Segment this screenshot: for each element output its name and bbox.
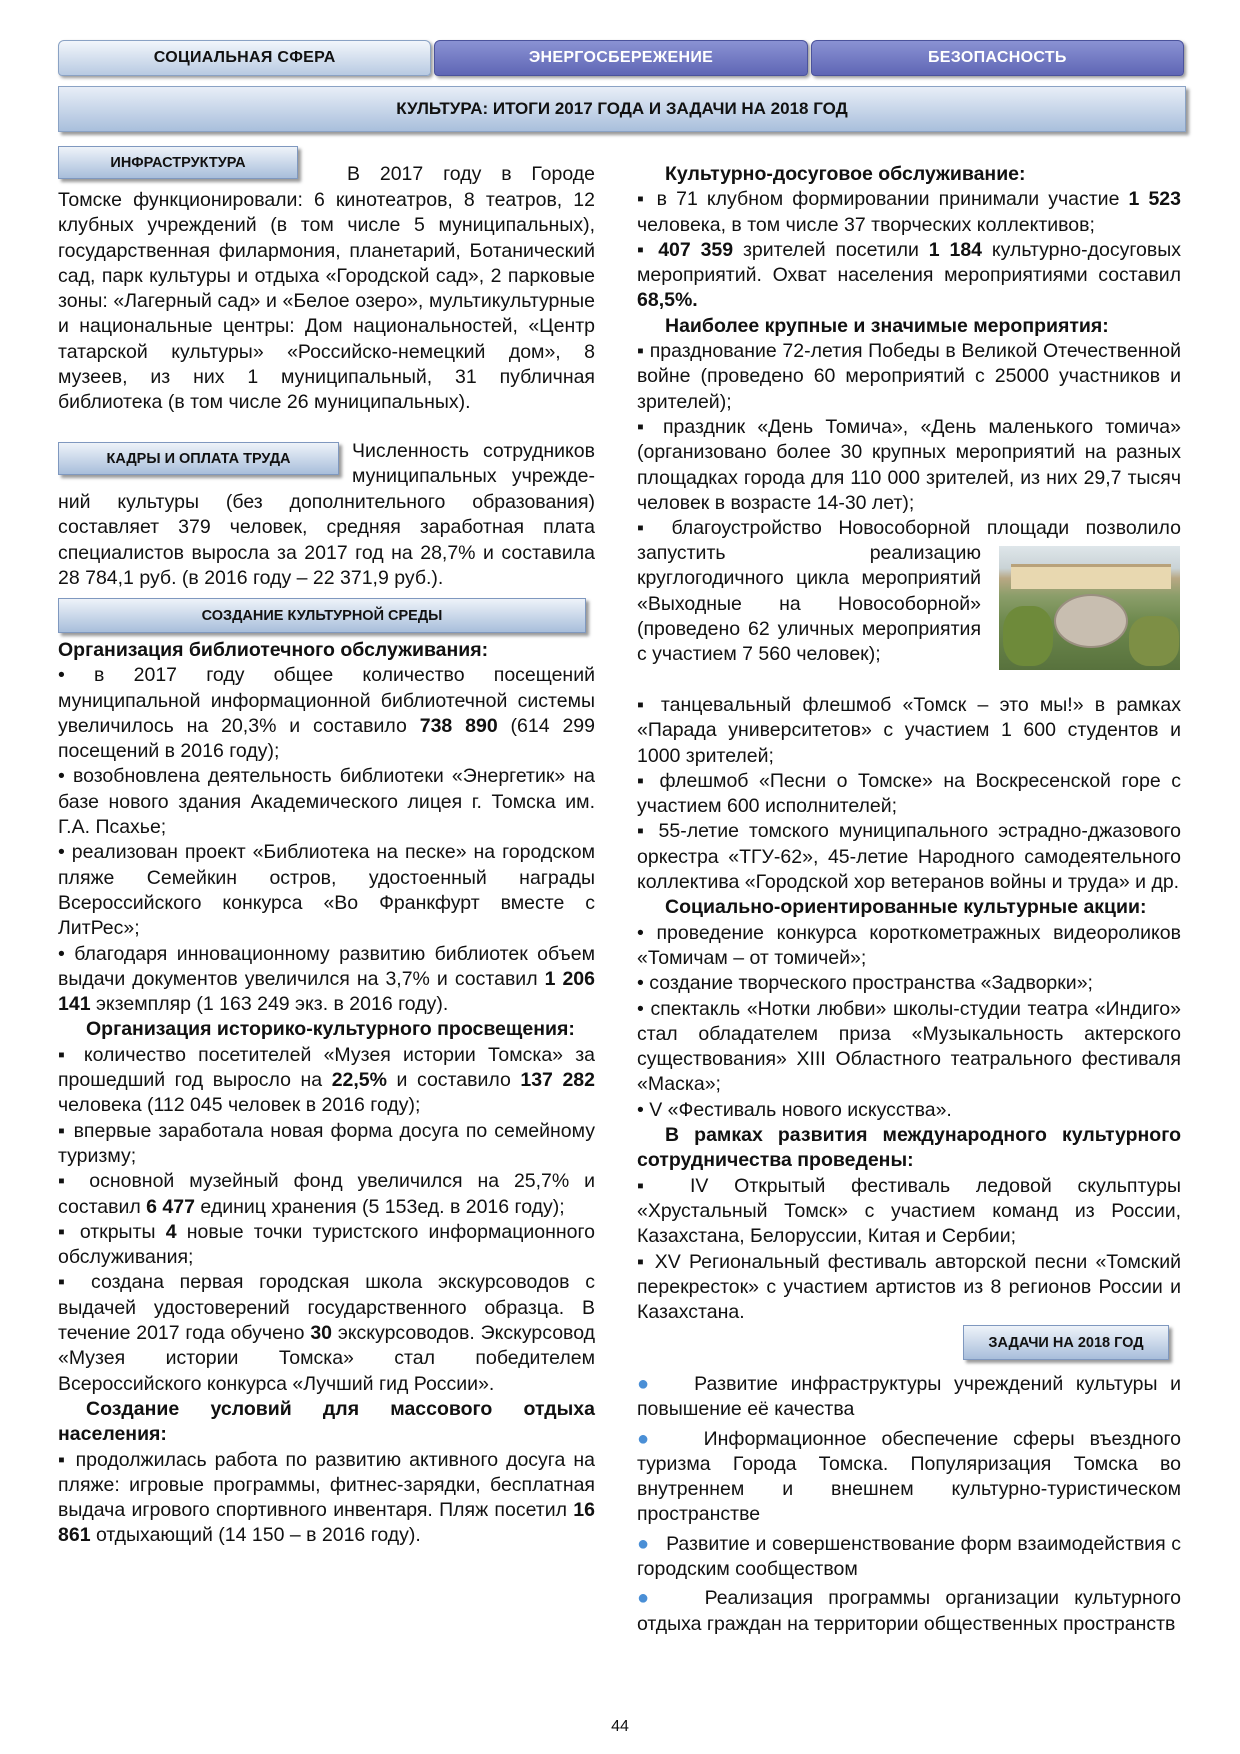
- list-item: ▪ благоустройство Новособорной площади позволило: [637, 517, 1181, 540]
- infra-first-line: В 2017 году в Городе: [347, 163, 595, 185]
- right-column-body: [637, 693, 1181, 1325]
- left-column-body: [58, 638, 595, 1549]
- list-item: • в 2017 году общее количество посещений муниципальной информационной библиотечной системы увеличилось на 20,3% и составило 738 890 (614 299 посещений в 2016 году);: [58, 664, 595, 763]
- list-item: • реализован проект «Библиотека на песке» на городском пляже Семейкин остров, удостоенный награды Всероссийского конкурса «Во Франкфурт вместе с ЛитРес»;: [58, 841, 595, 940]
- social-actions-heading: Социально-ориентированные культурные акции:: [665, 896, 1147, 919]
- task-item: ● Развитие и совершенствование форм взаимодействия с городским сообществом: [637, 1532, 1181, 1581]
- list-item: • создание творческого пространства «Задворки»;: [637, 972, 1093, 995]
- library-heading: Организация библиотечного обслуживания:: [58, 639, 489, 661]
- list-item: ▪ открыты 4 новые точки туристского информационного обслуживания;: [58, 1220, 596, 1269]
- international-heading: В рамках развития международного культурного сотрудничества проведены:: [637, 1124, 1181, 1172]
- list-item: ▪ 55-летие томского муниципального эстрадно-джазового оркестра «ТГУ-62», 45-летие Народного самодеятельного коллектива «Городской хор ветеранов войны и труда» и др.: [637, 820, 1181, 894]
- list-item: ▪ 407 359 зрителей посетили 1 184 культурно-досуговых мероприятий. Охват населения мероприятиями составил 68,5%.: [637, 238, 1181, 312]
- bullet-icon: ●: [637, 1587, 659, 1610]
- page-number: 44: [611, 1718, 629, 1735]
- task-item: ● Реализация программы организации культурного отдыха граждан на территории общественных пространств: [637, 1587, 1181, 1635]
- header-staff-pay: КАДРЫ И ОПЛАТА ТРУДА: [58, 442, 339, 475]
- bullet-icon: ●: [637, 1427, 659, 1450]
- task-item: ● Развитие инфраструктуры учреждений культуры и повышение её качества: [637, 1373, 1181, 1421]
- list-item: ▪ продолжилась работа по развитию активного досуга на пляже: игровые программы, фитнес-зарядки, бесплатная выдача игрового спортивного инвентаря. Пляж посетил 16 861 отдыхающий (14 150 – в 2016 году).: [58, 1448, 595, 1547]
- page-title: КУЛЬТУРА: ИТОГИ 2017 ГОДА И ЗАДАЧИ НА 2018 ГОД: [58, 86, 1186, 132]
- bullet-icon: ●: [637, 1532, 650, 1555]
- list-item: ▪ XV Региональный фестиваль авторской песни «Томский перекресток» с участием артистов из 8 регионов России и Казахстана.: [637, 1250, 1181, 1324]
- list-item: • благодаря инновационному развитию библиотек объем выдачи документов увеличился на 3,7% и составил 1 206 141 экземпляр (1 163 249 экз. в 2016 году).: [58, 942, 595, 1016]
- list-item: ▪ впервые заработала новая форма досуга по семейному туризму;: [58, 1119, 595, 1167]
- section-tabs: [58, 40, 1184, 76]
- header-infrastructure: ИНФРАСТРУКТУРА: [58, 146, 298, 179]
- leisure-heading: Культурно-досуговое обслуживание:: [665, 163, 1026, 185]
- novosobornaya-square-photo: [999, 546, 1180, 670]
- list-item: ▪ празднование 72-летия Победы в Великой Отечественной войне (проведено 60 мероприятий с 25000 участников и зрителей);: [637, 340, 1181, 413]
- bullet-icon: ●: [637, 1373, 657, 1395]
- right-column-top: [637, 162, 1181, 541]
- tab-energy-saving[interactable]: ЭНЕРГОСБЕРЕЖЕНИЕ: [434, 40, 807, 76]
- list-item: ▪ в 71 клубном формировании принимали участие 1 523 человека, в том числе 37 творческих коллективов;: [637, 188, 1181, 236]
- task-item: ● Информационное обеспечение сферы въездного туризма Города Томска. Популяризация Томска во внутреннем и внешнем культурно-туристическом пространстве: [637, 1427, 1181, 1526]
- header-tasks-2018: ЗАДАЧИ НА 2018 ГОД: [963, 1325, 1169, 1360]
- staff-first-line: Численность сотрудников муниципальных учрежде-: [352, 440, 595, 488]
- list-item: ▪ количество посетителей «Музея истории Томска» за прошедший год выросло на 22,5% и составило 137 282 человека (112 045 человек в 2016 году);: [58, 1043, 595, 1117]
- list-item: • спектакль «Нотки любви» школы-студии театра «Индиго» стал обладателем приза «Музыкальность актерского существования» XIII Областного театрального фестиваля «Маска»;: [637, 997, 1181, 1096]
- list-item: • возобновлена деятельность библиотеки «Энергетик» на базе нового здания Академического лицея г. Томска им. Г.А. Псахье;: [58, 765, 595, 839]
- mass-leisure-heading: Создание условий для массового отдыха населения:: [58, 1397, 595, 1446]
- history-heading: Организация историко-культурного просвещения:: [86, 1018, 575, 1041]
- infra-text: Томске функционировали: 6 кинотеатров, 8 театров, 12 клубных учреждений (в том числе 5 муниципальных), государственная филармония, планетарий, Ботанический сад, парк культуры и отдыха «Городской сад», 2 парковые зоны: «Лагерный сад» и «Белое озеро», мультикультурные и национальные центры: Дом национальностей, «Центр татарской культуры» «Российско-немецкий дом», 8 музеев, из них 1 муниципальный, 31 публичная библиотека (в том числе 26 муниципальных).: [58, 189, 595, 414]
- tasks-list: [637, 1372, 1181, 1637]
- list-item: ▪ праздник «День Томича», «День маленького томича» (организовано более 30 крупных мероприятий на разных площадках города для 110 000 зрителей, из них 29,7 тысяч человек в возрасте 14-30 лет);: [637, 415, 1181, 514]
- list-item: ▪ IV Открытый фестиваль ледовой скульптуры «Хрустальный Томск» с участием команд из России, Казахстана, Белоруссии, Китая и Сербии;: [637, 1174, 1181, 1248]
- staff-text: ний культуры (без дополнительного образования) составляет 379 человек, средняя заработная плата специалистов выросла за 2017 год на 28,7% и составила 28 784,1 руб. (в 2016 году – 22 371,9 руб.).: [58, 491, 595, 589]
- list-item: ▪ создана первая городская школа экскурсоводов с выдачей удостоверений государственного образца. В течение 2017 года обучено 30 экскурсоводов. Экскурсовод «Музея истории Томска» стал победителем Всероссийского конкурса «Лучший гид России».: [58, 1271, 595, 1395]
- list-item: ▪ флешмоб «Песни о Томске» на Воскресенской горе с участием 600 исполнителей;: [637, 769, 1181, 818]
- list-item: • V «Фестиваль нового искусства».: [637, 1098, 952, 1121]
- tab-security[interactable]: БЕЗОПАСНОСТЬ: [811, 40, 1184, 76]
- tab-social-sphere[interactable]: СОЦИАЛЬНАЯ СФЕРА: [58, 40, 431, 76]
- events-heading: Наиболее крупные и значимые мероприятия:: [665, 314, 1109, 337]
- list-item: • проведение конкурса короткометражных видеороликов «Томичам – от томичей»;: [637, 921, 1181, 969]
- list-item: ▪ танцевальный флешмоб «Томск – это мы!» в рамках «Парада университетов» с участием 1 600 студентов и 1000 зрителей;: [637, 694, 1181, 767]
- event-square-text: запустить реализацию круглогодичного цикла мероприятий «Выходные на Новособорной» (проведено 62 уличных мероприятия с участием 7 560 человек);: [637, 542, 981, 666]
- list-item: ▪ основной музейный фонд увеличился на 25,7% и составил 6 477 единиц хранения (5 153ед. в 2016 году);: [58, 1170, 595, 1218]
- header-cultural-environment: СОЗДАНИЕ КУЛЬТУРНОЙ СРЕДЫ: [58, 598, 586, 633]
